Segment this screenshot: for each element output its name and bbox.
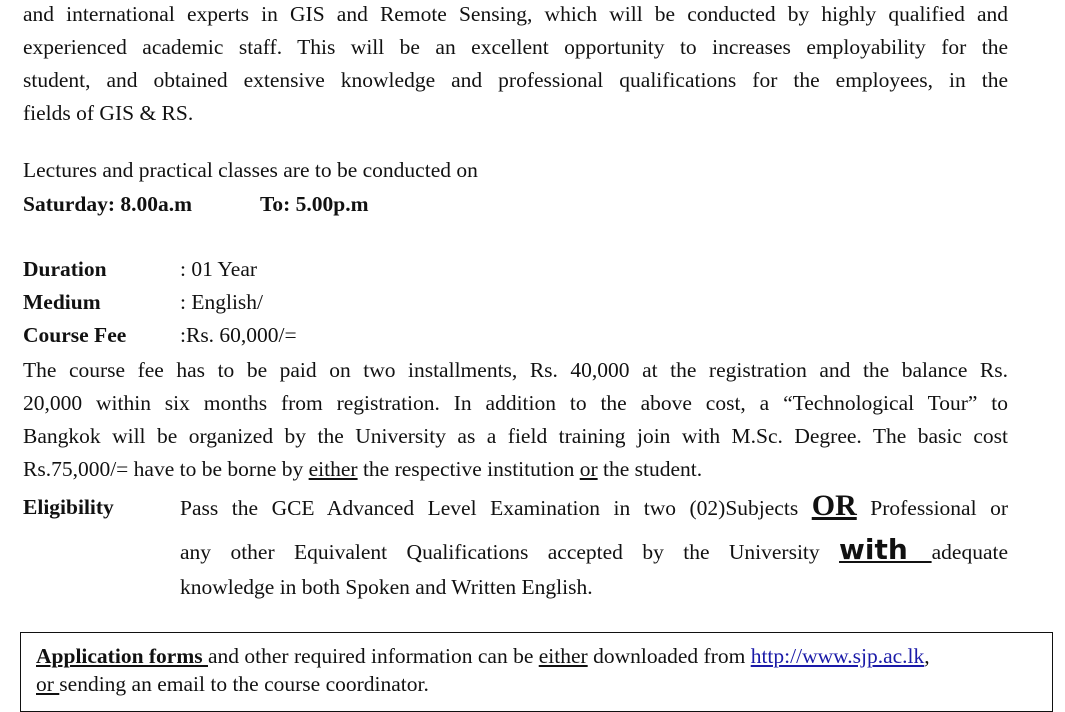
intro-line: student, and obtained extensive knowledge and professional qualifications for the employees, in the xyxy=(23,68,1008,92)
medium-value: : English/ xyxy=(180,290,264,314)
medium-label: Medium xyxy=(23,290,101,314)
application-text: , xyxy=(924,644,930,668)
duration-label: Duration xyxy=(23,257,107,281)
or-emphasis: or xyxy=(579,457,598,481)
or-emphasis: or xyxy=(36,672,60,696)
application-forms-label: Application forms xyxy=(36,644,208,668)
application-info-box xyxy=(20,632,1053,712)
either-emphasis: either xyxy=(308,457,358,481)
eligibility-line-text: any other Equivalent Qualifications accepted by the University xyxy=(180,540,840,564)
intro-line: fields of GIS & RS. xyxy=(23,101,194,125)
application-line-1 xyxy=(36,642,930,670)
fee-note-line: The course fee has to be paid on two installments, Rs. 40,000 at the registration and the balance Rs. xyxy=(23,358,1008,382)
eligibility-line-text: Pass the GCE Advanced Level Examination in two (02)Subjects xyxy=(180,496,812,520)
course-fee-value: :Rs. 60,000/= xyxy=(180,323,297,347)
eligibility-line xyxy=(180,488,1008,528)
eligibility-line-text: Professional or xyxy=(856,496,1009,520)
eligibility-label: Eligibility xyxy=(23,495,114,519)
fee-note-line: 20,000 within six months from registration. In addition to the above cost, a “Technological Tour” to xyxy=(23,391,1008,415)
schedule-end-time: To: 5.00p.m xyxy=(260,192,369,216)
intro-paragraph xyxy=(23,0,1008,130)
either-emphasis: either xyxy=(538,644,588,668)
duration-value: : 01 Year xyxy=(180,257,258,281)
eligibility-line xyxy=(180,532,1008,572)
application-line-2 xyxy=(36,670,429,698)
fee-note-text: the respective institution xyxy=(357,457,580,481)
intro-line: and international experts in GIS and Remote Sensing, which will be conducted by highly qualified and xyxy=(23,2,1008,26)
fee-note-text: Rs.75,000/= have to be borne by xyxy=(23,457,309,481)
application-text: and other required information can be xyxy=(208,644,539,668)
fee-note-text: the student. xyxy=(597,457,703,481)
schedule-start-time: Saturday: 8.00a.m xyxy=(23,192,193,216)
eligibility-text xyxy=(180,488,1008,602)
intro-line: experienced academic staff. This will be an excellent opportunity to increases employability for the xyxy=(23,35,1008,59)
fee-note-paragraph xyxy=(23,354,1008,486)
fee-note-line xyxy=(23,453,1008,486)
schedule-intro: Lectures and practical classes are to be conducted on xyxy=(23,158,478,182)
fee-note-line: Bangkok will be organized by the University as a field training join with M.Sc. Degree. The basic cost xyxy=(23,424,1008,448)
application-text: sending an email to the course coordinator. xyxy=(59,672,429,696)
eligibility-line: knowledge in both Spoken and Written English. xyxy=(180,575,593,599)
or-highlight: OR xyxy=(811,489,857,522)
university-website-link[interactable]: http://www.sjp.ac.lk xyxy=(750,644,925,668)
eligibility-line-text: adequate xyxy=(931,540,1009,564)
with-highlight: with xyxy=(839,533,932,566)
course-fee-label: Course Fee xyxy=(23,323,127,347)
application-text: downloaded from xyxy=(587,644,751,668)
